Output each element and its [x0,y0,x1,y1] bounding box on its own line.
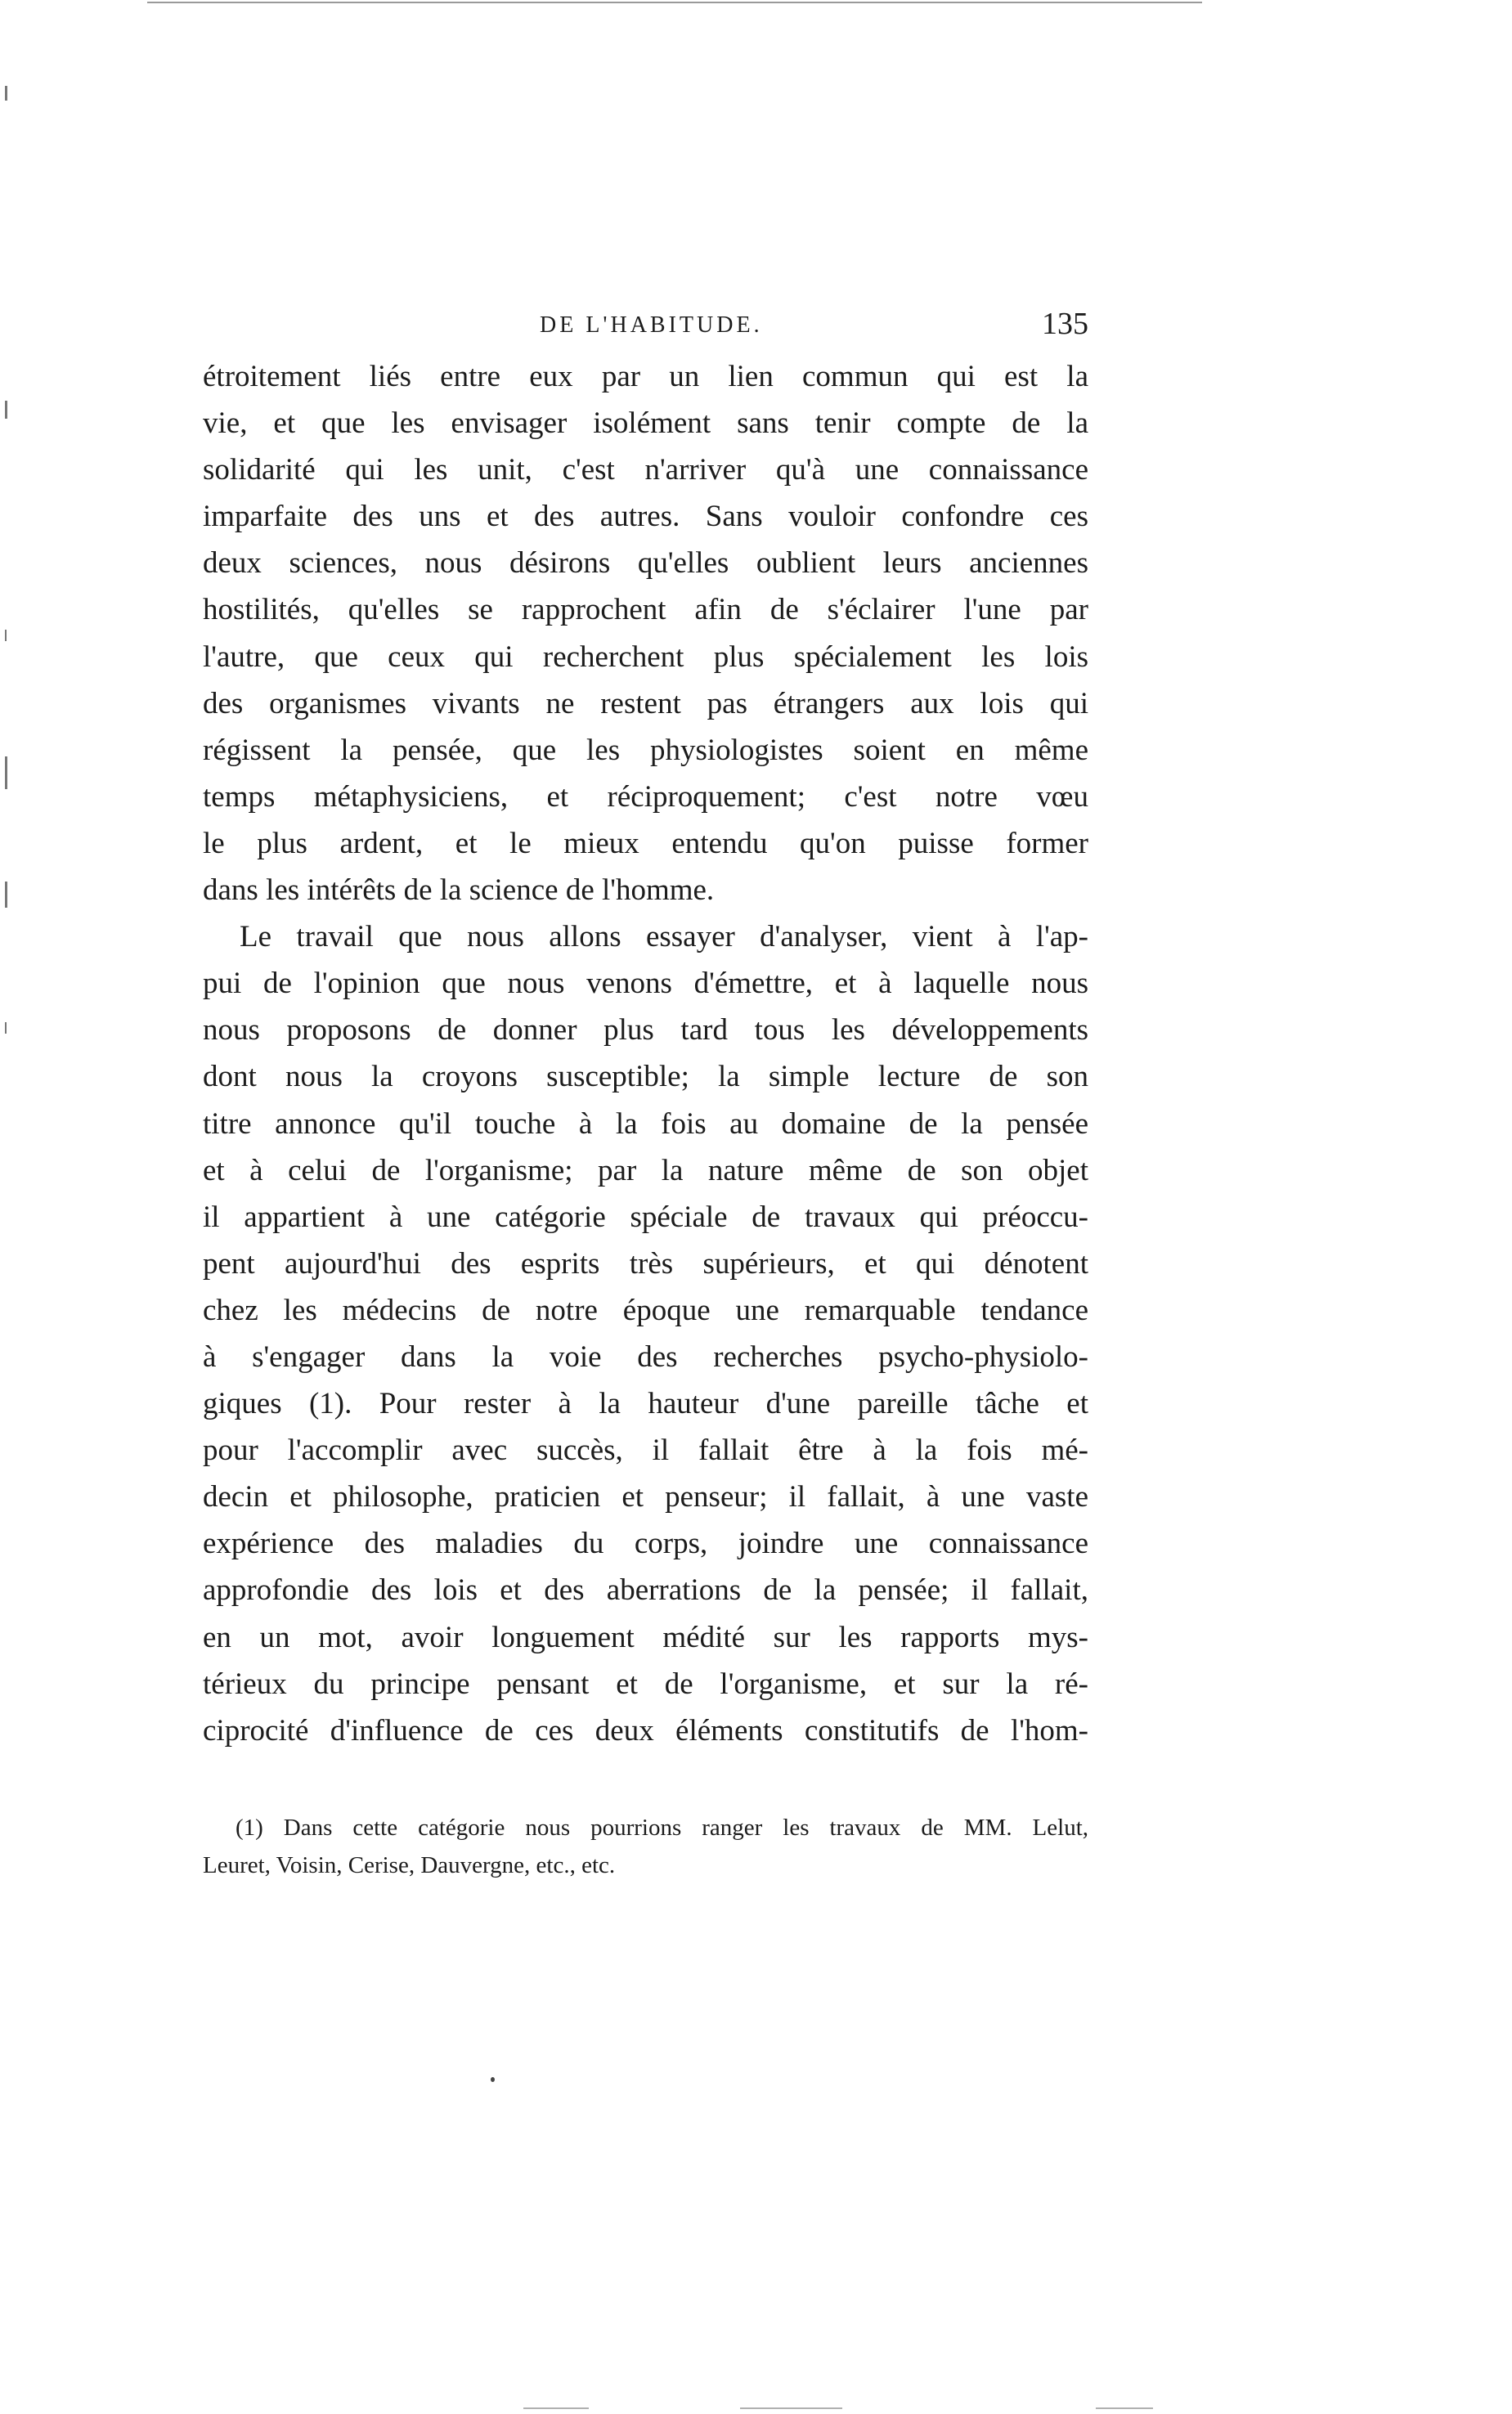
running-title: DE L'HABITUDE. [540,312,763,338]
scan-margin-mark [5,86,7,101]
running-head [203,306,1088,347]
bottom-scan-rule [1096,2407,1153,2409]
text-line: chez les médecins de notre époque une remarquable tendance [203,1293,1088,1327]
text-line: expérience des maladies du corps, joindre une connaissance [203,1527,1088,1561]
text-line: il appartient à une catégorie spéciale de travaux qui préoccu- [203,1200,1088,1234]
text-line: régissent la pensée, que les physiologistes soient en même [203,733,1088,767]
page-number: 135 [1042,307,1088,341]
top-scan-rule [147,2,1202,3]
text-line: étroitement liés entre eux par un lien commun qui est la [203,360,1088,393]
text-line: pour l'accomplir avec succès, il fallait être à la fois mé- [203,1434,1088,1468]
text-line: vie, et que les envisager isolément sans tenir compte de la [203,406,1088,441]
footnote-line: (1) Dans cette catégorie nous pourrions ranger les travaux de MM. Lelut, [236,1815,1088,1841]
text-line: pent aujourd'hui des esprits très supérieurs, et qui dénotent [203,1246,1088,1281]
body-text [203,353,1088,1754]
bottom-scan-rule [740,2407,842,2409]
text-line: le plus ardent, et le mieux entendu qu'on puisse former [203,826,1088,860]
text-line: decin et philosophe, praticien et penseur; il fallait, à une vaste [203,1480,1088,1514]
text-line: giques (1). Pour rester à la hauteur d'une pareille tâche et [203,1387,1088,1421]
text-line: deux sciences, nous désirons qu'elles oublient leurs anciennes [203,546,1088,581]
ink-speck [491,2077,495,2082]
text-line: approfondie des lois et des aberrations de la pensée; il fallait, [203,1573,1088,1608]
text-line: dont nous la croyons susceptible; la simple lecture de son [203,1060,1088,1094]
text-line: pui de l'opinion que nous venons d'émettre, et à laquelle nous [203,967,1088,1001]
scan-margin-mark [5,401,7,419]
text-line: térieux du principe pensant et de l'organisme, et sur la ré- [203,1667,1088,1701]
footnote [203,1809,1088,1884]
scan-margin-mark [5,882,7,908]
text-line: hostilités, qu'elles se rapprochent afin de s'éclairer l'une par [203,593,1088,627]
text-line: dans les intérêts de la science de l'homme. [203,873,715,908]
scan-margin-mark [5,630,7,641]
footnote-line: Leuret, Voisin, Cerise, Dauvergne, etc., etc. [203,1852,616,1878]
scan-margin-mark [5,1022,7,1034]
bottom-scan-rule [523,2407,589,2409]
text-line: ciprocité d'influence de ces deux éléments constitutifs de l'hom- [203,1713,1088,1748]
text-line: imparfaite des uns et des autres. Sans vouloir confondre ces [203,500,1088,534]
text-line: nous proposons de donner plus tard tous les développements [203,1013,1088,1048]
paragraph-first-line: Le travail que nous allons essayer d'analyser, vient à l'ap- [240,920,1088,954]
text-line: l'autre, que ceux qui recherchent plus spécialement les lois [203,639,1088,674]
scan-margin-mark [5,756,7,789]
text-line: en un mot, avoir longuement médité sur les rapports mys- [203,1620,1088,1654]
text-line: solidarité qui les unit, c'est n'arriver qu'à une connaissance [203,453,1088,487]
text-line: titre annonce qu'il touche à la fois au domaine de la pensée [203,1106,1088,1141]
text-line: des organismes vivants ne restent pas étrangers aux lois qui [203,686,1088,720]
text-line: et à celui de l'organisme; par la nature même de son objet [203,1153,1088,1187]
text-line: à s'engager dans la voie des recherches psycho-physiolo- [203,1339,1088,1374]
text-line: temps métaphysiciens, et réciproquement; c'est notre vœu [203,779,1088,814]
